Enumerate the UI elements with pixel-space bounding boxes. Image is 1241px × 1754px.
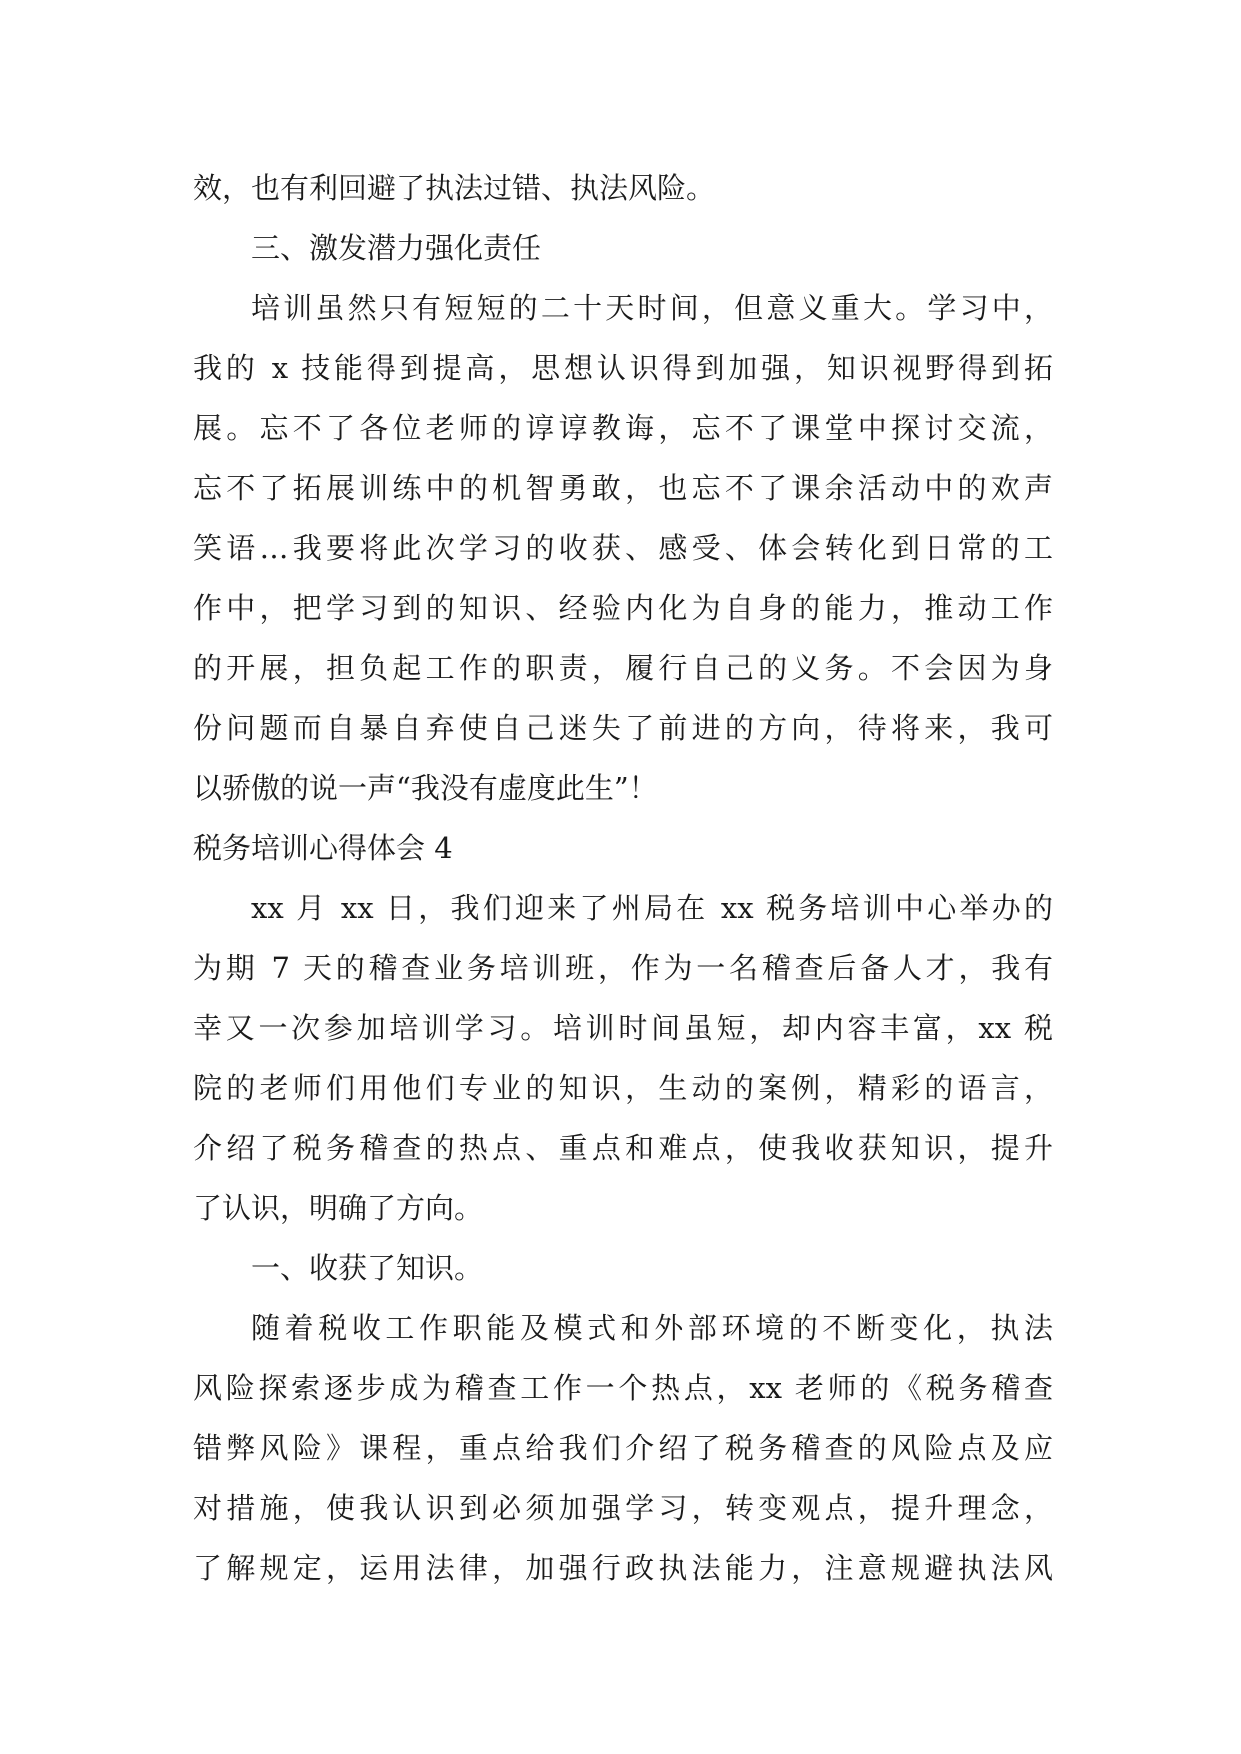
section-heading: 三、激发潜力强化责任 xyxy=(251,231,542,265)
text-line: 介绍了税务稽查的热点、重点和难点，使我收获知识，提升 xyxy=(193,1131,1053,1165)
text-line: 的开展，担负起工作的职责，履行自己的义务。不会因为身 xyxy=(193,651,1053,685)
text-line: 随着税收工作职能及模式和外部环境的不断变化，执法 xyxy=(251,1311,1053,1345)
text-line: 效，也有利回避了执法过错、执法风险。 xyxy=(193,171,716,205)
text-line: 忘不了拓展训练中的机智勇敢，也忘不了课余活动中的欢声 xyxy=(193,471,1053,505)
text-line: 培训虽然只有短短的二十天时间，但意义重大。学习中， xyxy=(251,291,1053,325)
text-line: 了解规定，运用法律，加强行政执法能力，注意规避执法风 xyxy=(193,1551,1053,1585)
text-line: 我的 x 技能得到提高，思想认识得到加强，知识视野得到拓 xyxy=(193,351,1053,385)
text-line: xx 月 xx 日，我们迎来了州局在 xx 税务培训中心举办的 xyxy=(251,891,1053,925)
section-heading: 一、收获了知识。 xyxy=(251,1251,484,1285)
article-title: 税务培训心得体会 4 xyxy=(193,831,453,865)
text-line: 作中，把学习到的知识、经验内化为自身的能力，推动工作 xyxy=(193,591,1053,625)
text-line: 风险探索逐步成为稽查工作一个热点，xx 老师的《税务稽查 xyxy=(193,1371,1053,1405)
text-line: 幸又一次参加培训学习。培训时间虽短，却内容丰富，xx 税 xyxy=(193,1011,1053,1045)
text-line: 错弊风险》课程，重点给我们介绍了税务稽查的风险点及应 xyxy=(193,1431,1053,1465)
text-line: 展。忘不了各位老师的谆谆教诲，忘不了课堂中探讨交流， xyxy=(193,411,1053,445)
text-line: 对措施，使我认识到必须加强学习，转变观点，提升理念， xyxy=(193,1491,1053,1525)
text-line: 以骄傲的说一声“我没有虚度此生”！ xyxy=(193,771,658,805)
text-line: 院的老师们用他们专业的知识，生动的案例，精彩的语言， xyxy=(193,1071,1053,1105)
text-line: 了认识，明确了方向。 xyxy=(193,1191,484,1225)
text-line: 份问题而自暴自弃使自己迷失了前进的方向，待将来，我可 xyxy=(193,711,1053,745)
text-line: 笑语…我要将此次学习的收获、感受、体会转化到日常的工 xyxy=(193,531,1053,565)
document-body xyxy=(193,158,1053,1598)
text-line: 为期 7 天的稽查业务培训班，作为一名稽查后备人才，我有 xyxy=(193,951,1053,985)
